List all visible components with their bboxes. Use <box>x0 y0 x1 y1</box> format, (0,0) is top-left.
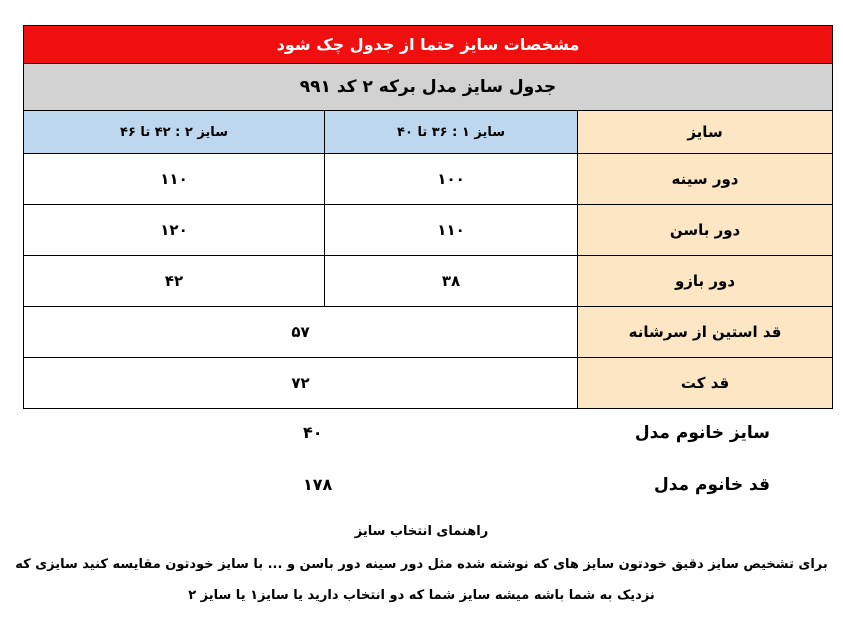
row-label: دور بازو <box>578 256 833 307</box>
table-row <box>24 205 833 256</box>
guide-line-1: برای تشخیص سایز دقیق خودتون سایز های که نوشته شده مثل دور سینه دور باسن و ... با سایز خودتون مقایسه کنید سایزی که <box>15 557 828 572</box>
header-size1: سایز ۱ : ۳۶ تا ۴۰ <box>325 111 578 154</box>
row-size1-value: ۱۱۰ <box>325 205 578 256</box>
row-label: قد کت <box>578 358 833 409</box>
model-size-label: سایز خانوم مدل <box>634 423 770 443</box>
row-size1-value: ۳۸ <box>325 256 578 307</box>
table-subtitle-row <box>24 64 833 111</box>
row-label: قد استین از سرشانه <box>578 307 833 358</box>
row-size2-value: ۱۲۰ <box>24 205 325 256</box>
header-size2: سایز ۲ : ۴۲ تا ۴۶ <box>24 111 325 154</box>
table-subtitle: جدول سایز مدل برکه ۲ کد ۹۹۱ <box>24 64 833 111</box>
row-merged-value: ۷۲ <box>24 358 578 409</box>
size-table <box>23 25 833 409</box>
table-row <box>24 358 833 409</box>
row-label: دور سینه <box>578 154 833 205</box>
table-title: مشخصات سایز حتما از جدول چک شود <box>24 26 833 64</box>
model-height-label: قد خانوم مدل <box>653 475 770 495</box>
row-size2-value: ۴۲ <box>24 256 325 307</box>
row-size1-value: ۱۰۰ <box>325 154 578 205</box>
row-label: دور باسن <box>578 205 833 256</box>
model-size-value: ۴۰ <box>303 423 323 442</box>
header-size-label: سایز <box>578 111 833 154</box>
table-header-row <box>24 111 833 154</box>
table-title-row <box>24 26 833 64</box>
table-row <box>24 154 833 205</box>
model-size <box>23 415 832 455</box>
table-row <box>24 256 833 307</box>
row-merged-value: ۵۷ <box>24 307 578 358</box>
model-height <box>23 467 832 507</box>
table-row <box>24 307 833 358</box>
row-size2-value: ۱۱۰ <box>24 154 325 205</box>
model-height-value: ۱۷۸ <box>303 475 333 494</box>
guide-line-2: نزدیک به شما باشه میشه سایز شما که دو انتخاب دارید یا سایز۱ یا سایز ۲ <box>188 588 655 603</box>
guide-title: راهنمای انتخاب سایز <box>354 524 489 539</box>
